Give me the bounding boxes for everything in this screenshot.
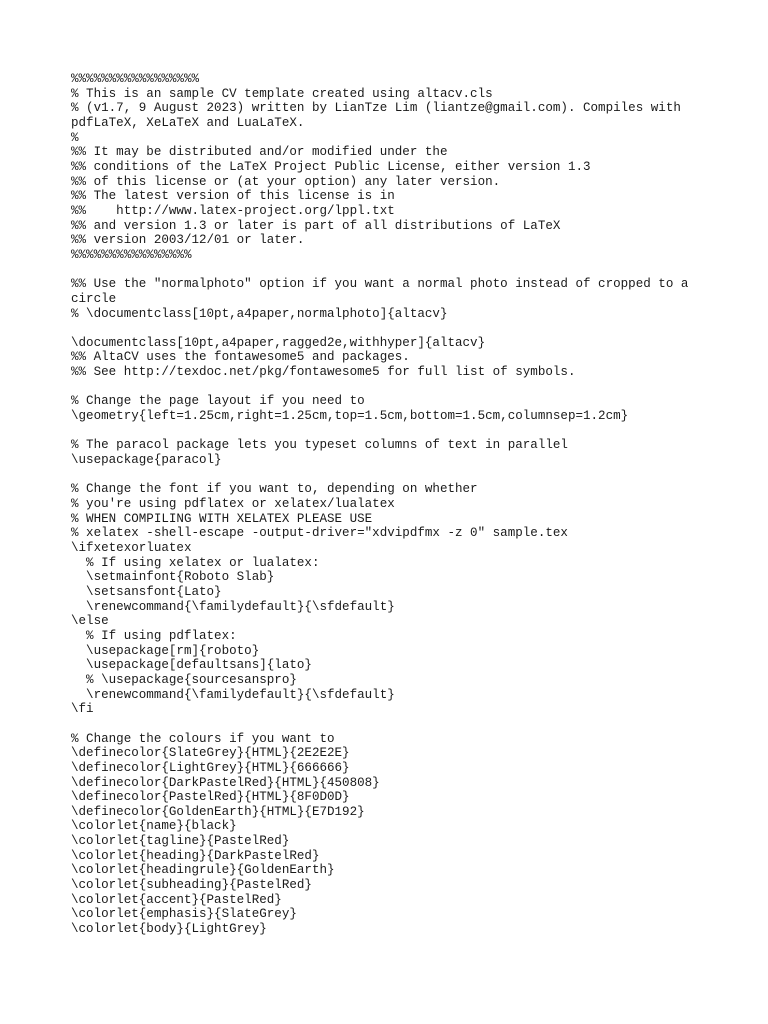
source-line: \renewcommand{\familydefault}{\sfdefault} xyxy=(71,687,395,702)
source-line: %% It may be distributed and/or modified under the xyxy=(71,145,448,160)
source-line: % Change the page layout if you need to xyxy=(71,394,365,409)
source-line: \colorlet{tagline}{PastelRed} xyxy=(71,834,290,849)
source-line: %% See http://texdoc.net/pkg/fontawesome5 for full list of symbols. xyxy=(71,365,576,380)
source-line: \renewcommand{\familydefault}{\sfdefault} xyxy=(71,599,395,614)
source-line: % If using xelatex or lualatex: xyxy=(71,555,320,570)
source-line: % you're using pdflatex or xelatex/lualatex xyxy=(71,497,395,512)
blank-line xyxy=(71,424,731,439)
document-page xyxy=(71,72,731,937)
source-line: % xelatex -shell-escape -output-driver="xdvipdfmx -z 0" sample.tex xyxy=(71,526,568,541)
source-line: % xyxy=(71,130,79,145)
source-line: \colorlet{heading}{DarkPastelRed} xyxy=(71,848,320,863)
source-line: %% of this license or (at your option) any later version. xyxy=(71,174,501,189)
source-line: % The paracol package lets you typeset columns of text in parallel xyxy=(71,438,568,453)
source-line: \definecolor{GoldenEarth}{HTML}{E7D192} xyxy=(71,804,365,819)
source-line: \colorlet{name}{black} xyxy=(71,819,237,834)
source-line: %%%%%%%%%%%%%%%%% xyxy=(71,72,199,86)
source-line: \fi xyxy=(71,702,94,717)
source-line: %% conditions of the LaTeX Project Public License, either version 1.3 xyxy=(71,159,591,174)
source-line: \setsansfont{Lato} xyxy=(71,584,222,599)
source-line: pdfLaTeX, XeLaTeX and LuaLaTeX. xyxy=(71,115,305,130)
source-line: %% The latest version of this license is in xyxy=(71,189,395,204)
blank-line xyxy=(71,468,731,483)
source-line: \geometry{left=1.25cm,right=1.25cm,top=1.5cm,bottom=1.5cm,columnsep=1.2cm} xyxy=(71,409,629,424)
source-line: \usepackage[rm]{roboto} xyxy=(71,643,260,658)
source-line: \colorlet{emphasis}{SlateGrey} xyxy=(71,907,297,922)
source-line: % WHEN COMPILING WITH XELATEX PLEASE USE xyxy=(71,511,373,526)
source-line: \usepackage[defaultsans]{lato} xyxy=(71,658,312,673)
source-line: % If using pdflatex: xyxy=(71,628,237,643)
source-line: \setmainfont{Roboto Slab} xyxy=(71,570,275,585)
source-line: % (v1.7, 9 August 2023) written by LianTze Lim (liantze@gmail.com). Compiles with xyxy=(71,101,681,116)
source-line: % Change the colours if you want to xyxy=(71,731,335,746)
source-line: %%%%%%%%%%%%%%%% xyxy=(71,247,192,262)
source-line: \colorlet{headingrule}{GoldenEarth} xyxy=(71,863,335,878)
source-line: \definecolor{PastelRed}{HTML}{8F0D0D} xyxy=(71,790,350,805)
source-line: %% Use the "normalphoto" option if you want a normal photo instead of cropped to a xyxy=(71,277,689,292)
source-line: \definecolor{DarkPastelRed}{HTML}{450808} xyxy=(71,775,380,790)
source-line: %% version 2003/12/01 or later. xyxy=(71,233,305,248)
source-line: % This is an sample CV template created using altacv.cls xyxy=(71,86,493,101)
source-line: \else xyxy=(71,614,109,629)
source-line: \colorlet{accent}{PastelRed} xyxy=(71,892,282,907)
source-line: % Change the font if you want to, depending on whether xyxy=(71,482,478,497)
blank-line xyxy=(71,321,731,336)
source-line: \ifxetexorluatex xyxy=(71,541,192,555)
source-line: \usepackage{paracol} xyxy=(71,453,222,468)
source-line: circle xyxy=(71,291,117,306)
blank-line xyxy=(71,263,731,278)
source-line: %% AltaCV uses the fontawesome5 and packages. xyxy=(71,350,410,365)
blank-line xyxy=(71,717,731,732)
source-line: %% and version 1.3 or later is part of all distributions of LaTeX xyxy=(71,218,561,233)
source-line: % \documentclass[10pt,a4paper,normalphoto]{altacv} xyxy=(71,306,448,321)
source-line: %% http://www.latex-project.org/lppl.txt xyxy=(71,203,395,218)
source-line: \definecolor{LightGrey}{HTML}{666666} xyxy=(71,760,350,775)
source-line: \documentclass[10pt,a4paper,ragged2e,withhyper]{altacv} xyxy=(71,335,486,350)
source-line: \definecolor{SlateGrey}{HTML}{2E2E2E} xyxy=(71,746,350,761)
source-line: \colorlet{subheading}{PastelRed} xyxy=(71,878,312,893)
blank-line xyxy=(71,380,731,395)
source-line: \colorlet{body}{LightGrey} xyxy=(71,922,267,937)
source-line: % \usepackage{sourcesanspro} xyxy=(71,672,297,687)
